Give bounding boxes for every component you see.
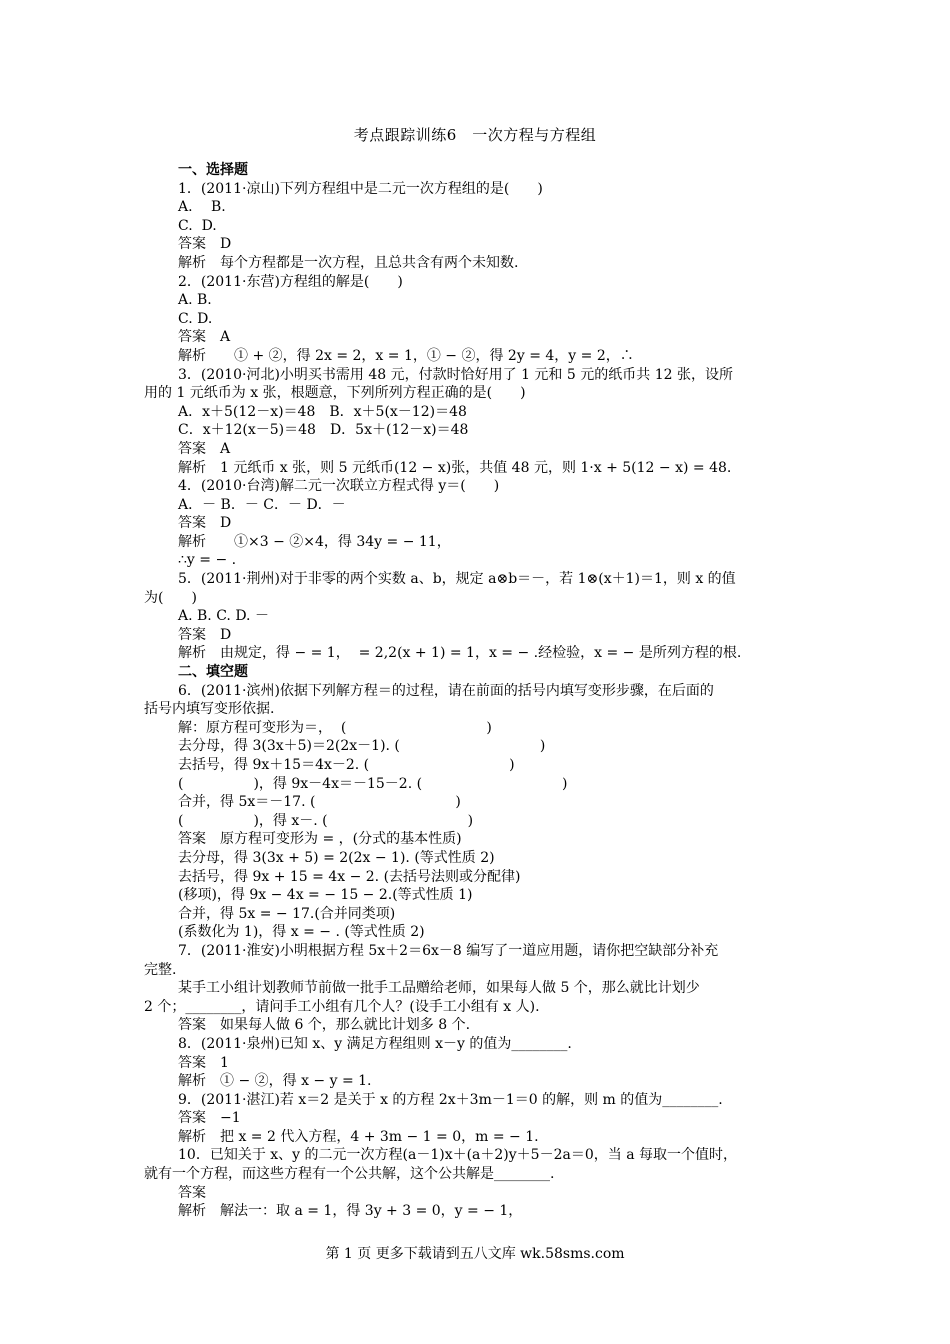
question-text: 3．(2010·河北)小明买书需用 48 元，付款时恰好用了 1 元和 5 元的纸币共 12 张，设所 — [178, 366, 733, 383]
answer-line: 答案 D — [178, 236, 232, 253]
solution-step: 解：原方程可变形为＝， ( ) — [178, 719, 492, 736]
choice-line: C．x＋12(x－5)＝48 D．5x＋(12－x)＝48 — [178, 422, 469, 439]
question-text: 2 个；________，请问手工小组有几个人？(设手工小组有 x 人). — [144, 998, 540, 1015]
question-text: 6．(2011·滨州)依据下列解方程＝的过程，请在前面的括号内填写变形步骤，在后面的 — [178, 682, 714, 699]
analysis-line: 解析 ① + ②，得 2x = 2，x = 1，① − ②，得 2y = 4，y = 2，∴ — [178, 347, 634, 364]
answer-line: 答案 D — [178, 515, 232, 532]
analysis-line: 解析 ① − ②，得 x − y = 1. — [178, 1073, 372, 1090]
answer-step: 去括号，得 9x + 15 = 4x − 2. (去括号法则或分配律) — [178, 868, 521, 885]
answer-line: 答案 1 — [178, 1054, 229, 1071]
question-text: 用的 1 元纸币为 x 张，根题意，下列所列方程正确的是( ) — [144, 385, 526, 402]
question-text: 完整. — [144, 961, 177, 978]
question-text: 就有一个方程，而这些方程有一个公共解，这个公共解是________. — [144, 1166, 555, 1183]
page-footer: 第 1 页 更多下载请到五八文库 wk.58sms.com — [325, 1246, 625, 1262]
solution-step: 合并，得 5x＝－17. ( ) — [178, 794, 461, 811]
choice-line: A．－ B．－ C．－ D．－ — [178, 496, 346, 513]
answer-line: 答案 — [178, 1184, 206, 1201]
answer-line: 答案 A — [178, 440, 231, 457]
analysis-line: 解析 把 x = 2 代入方程，4 + 3m − 1 = 0，m = − 1. — [178, 1128, 539, 1145]
solution-step: 去分母，得 3(3x＋5)＝2(2x－1). ( ) — [178, 738, 546, 755]
section-heading: 二、填空题 — [178, 664, 248, 681]
answer-line: 答案 D — [178, 626, 232, 643]
section-heading: 一、选择题 — [178, 162, 248, 178]
answer-line: 答案 原方程可变形为 = ，(分式的基本性质) — [178, 831, 462, 848]
analysis-line: 解析 解法一：取 a = 1，得 3y + 3 = 0，y = − 1， — [178, 1203, 523, 1220]
choice-line: C. D. — [178, 217, 217, 234]
question-text: 5．(2011·荆州)对于非零的两个实数 a、b，规定 a⊗b＝－，若 1⊗(x＋1)＝1，则 x 的值 — [178, 571, 736, 588]
answer-line: 答案 −1 — [178, 1110, 241, 1127]
question-text: 7．(2011·淮安)小明根据方程 5x＋2＝6x－8 编写了一道应用题，请你把空缺部分补充 — [178, 942, 719, 959]
answer-step: 合并，得 5x = − 17.(合并同类项) — [178, 905, 396, 922]
answer-step: (移项)，得 9x − 4x = − 15 − 2.(等式性质 1) — [178, 887, 473, 904]
answer-line: 答案 如果每人做 6 个，那么就比计划多 8 个. — [178, 1017, 471, 1034]
page-title: 考点跟踪训练6 一次方程与方程组 — [353, 126, 597, 144]
analysis-line: 解析 ①×3 − ②×4，得 34y = − 11， — [178, 533, 451, 550]
question-text: 2．(2011·东营)方程组的解是( ) — [178, 273, 403, 290]
choice-line: A. B. — [178, 292, 212, 309]
solution-step: ( )，得 9x－4x＝－15－2. ( ) — [178, 775, 568, 792]
solution-step: ( )，得 x－. ( ) — [178, 812, 474, 829]
choice-line: A．x＋5(12－x)＝48 B．x＋5(x－12)＝48 — [178, 403, 467, 420]
question-text: 1．(2011·凉山)下列方程组中是二元一次方程组的是( ) — [178, 180, 543, 197]
choice-line: A. B. — [178, 199, 226, 216]
question-text: 4．(2010·台湾)解二元一次联立方程式得 y＝( ) — [178, 478, 500, 495]
analysis-line: 解析 由规定，得 − = 1， = 2,2(x + 1) = 1，x = − .经检验，x = − 是所列方程的根. — [178, 645, 742, 662]
question-text: 为( ) — [144, 589, 197, 606]
question-text: 9．(2011·湛江)若 x＝2 是关于 x 的方程 2x＋3m－1＝0 的解，则 m 的值为________. — [178, 1091, 723, 1108]
question-text: 10．已知关于 x、y 的二元一次方程(a－1)x＋(a＋2)y＋5－2a＝0，当 a 每取一个值时， — [178, 1147, 737, 1164]
answer-step: (系数化为 1)，得 x = − . (等式性质 2) — [178, 924, 425, 941]
answer-line: 答案 A — [178, 329, 231, 346]
solution-step: 去括号，得 9x＋15＝4x－2. ( ) — [178, 757, 515, 773]
analysis-line: 解析 每个方程都是一次方程，且总共含有两个未知数. — [178, 254, 519, 271]
document-body — [144, 161, 808, 1221]
choice-line: A. B. C. D. － — [178, 608, 269, 625]
analysis-line: ∴y = − . — [178, 552, 237, 569]
analysis-line: 解析 1 元纸币 x 张，则 5 元纸币(12 − x)张，共值 48 元，则 1·x + 5(12 − x) = 48. — [178, 459, 732, 476]
question-text: 8．(2011·泉州)已知 x、y 满足方程组则 x－y 的值为________. — [178, 1035, 572, 1052]
answer-step: 去分母，得 3(3x + 5) = 2(2x − 1). (等式性质 2) — [178, 849, 495, 866]
choice-line: C. D. — [178, 310, 213, 327]
question-text: 括号内填写变形依据. — [144, 701, 275, 718]
question-text: 某手工小组计划教师节前做一批手工品赠给老师，如果每人做 5 个，那么就比计划少 — [178, 980, 700, 997]
